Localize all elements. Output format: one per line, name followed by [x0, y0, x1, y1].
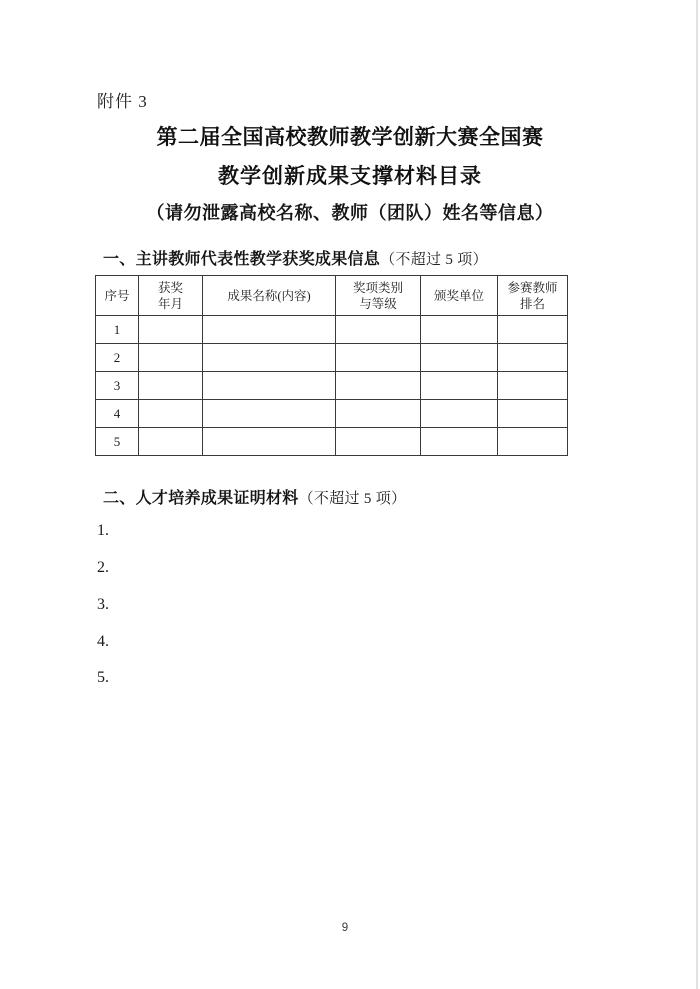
- table-row: [96, 400, 568, 428]
- empty-cell: [139, 428, 203, 456]
- empty-cell: [336, 316, 421, 344]
- table-header-row: [96, 276, 568, 316]
- row-number-cell: 3: [96, 372, 139, 400]
- section1-heading-note: （不超过 5 项）: [380, 252, 488, 268]
- attachment-label: 附件 3: [97, 92, 148, 111]
- empty-cell: [498, 428, 568, 456]
- row-number-cell: 1: [96, 316, 139, 344]
- section1-heading-text: 一、主讲教师代表性教学获奖成果信息: [103, 251, 381, 268]
- list-item: 2.: [97, 559, 109, 576]
- empty-cell: [421, 372, 498, 400]
- section2-heading-text: 二、人才培养成果证明材料: [103, 490, 299, 507]
- empty-cell: [498, 344, 568, 372]
- empty-cell: [139, 344, 203, 372]
- document-title-line1: 第二届全国高校教师教学创新大赛全国赛: [156, 125, 544, 149]
- page-number: 9: [341, 922, 349, 934]
- empty-cell: [336, 344, 421, 372]
- list-item: 3.: [97, 596, 109, 613]
- col-header-teacher-rank: 参赛教师 排名: [498, 276, 568, 316]
- empty-cell: [498, 400, 568, 428]
- col-header-awarding-unit: 颁奖单位: [421, 276, 498, 316]
- awards-table: [95, 275, 568, 456]
- empty-cell: [139, 316, 203, 344]
- empty-cell: [203, 316, 336, 344]
- list-item: 5.: [97, 669, 109, 686]
- col-header-number: 序号: [96, 276, 139, 316]
- list-item: 4.: [97, 633, 109, 650]
- empty-cell: [139, 400, 203, 428]
- empty-cell: [421, 428, 498, 456]
- empty-cell: [203, 428, 336, 456]
- table-row: [96, 316, 568, 344]
- col-header-award-category: 奖项类别 与等级: [336, 276, 421, 316]
- empty-cell: [421, 316, 498, 344]
- empty-cell: [498, 316, 568, 344]
- col-header-achievement-name: 成果名称(内容): [203, 276, 336, 316]
- privacy-note: （请勿泄露高校名称、教师（团队）姓名等信息）: [146, 203, 554, 223]
- row-number-cell: 2: [96, 344, 139, 372]
- section2-heading: [103, 485, 406, 508]
- empty-cell: [336, 400, 421, 428]
- section2-heading-note: （不超过 5 项）: [298, 491, 407, 507]
- list-item: 1.: [97, 522, 109, 539]
- row-number-cell: 4: [96, 400, 139, 428]
- empty-cell: [336, 428, 421, 456]
- empty-cell: [421, 344, 498, 372]
- empty-cell: [203, 344, 336, 372]
- empty-cell: [203, 372, 336, 400]
- table-row: [96, 372, 568, 400]
- empty-cell: [336, 372, 421, 400]
- row-number-cell: 5: [96, 428, 139, 456]
- table-row: [96, 428, 568, 456]
- empty-cell: [421, 400, 498, 428]
- table-row: [96, 344, 568, 372]
- empty-cell: [139, 372, 203, 400]
- section1-heading: [103, 246, 488, 269]
- empty-cell: [203, 400, 336, 428]
- col-header-award-date: 获奖 年月: [139, 276, 203, 316]
- empty-cell: [498, 372, 568, 400]
- document-title-line2: 教学创新成果支撑材料目录: [218, 164, 482, 188]
